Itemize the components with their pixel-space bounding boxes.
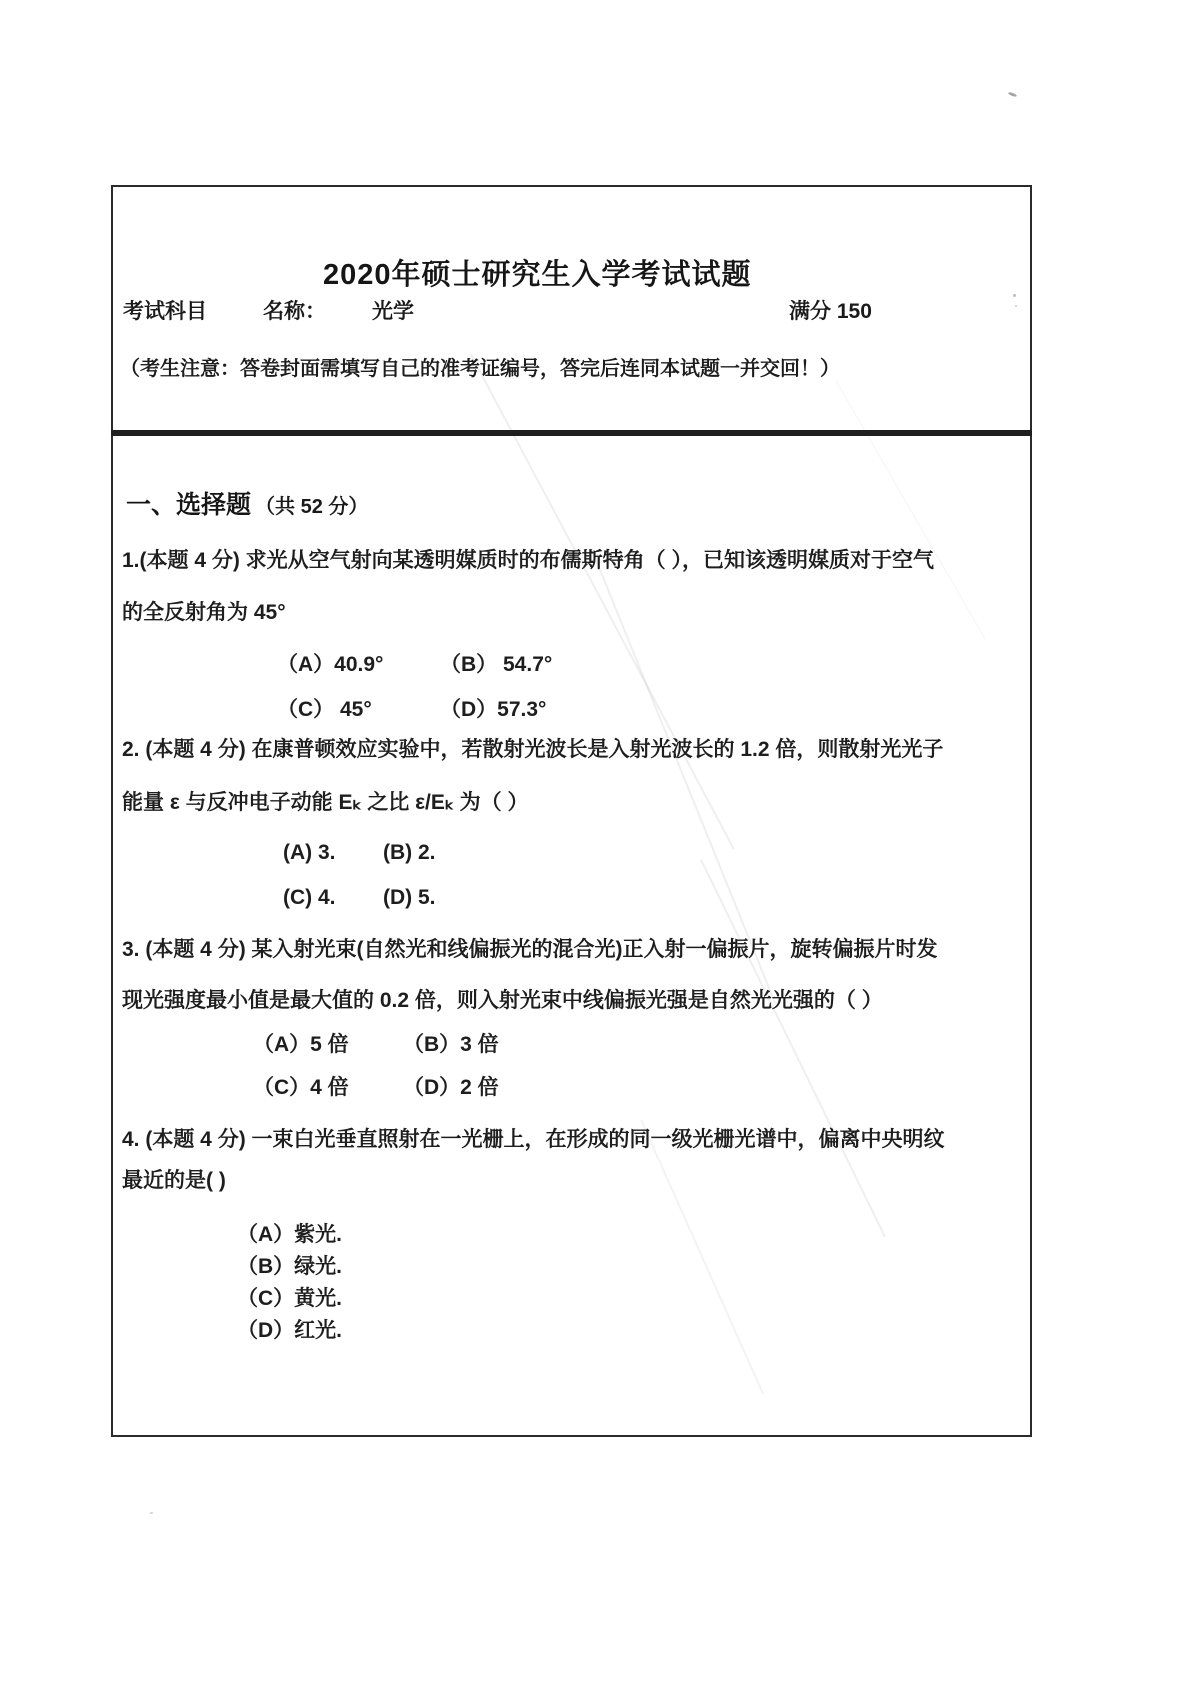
exam-border-frame (111, 185, 1032, 1437)
question-3-option-c: （C）4 倍 (253, 1076, 349, 1099)
question-4-line-2: 最近的是( ) (122, 1169, 226, 1192)
scan-speck (1008, 92, 1017, 98)
exam-title: 2020年硕士研究生入学考试试题 (323, 259, 752, 291)
full-score-label: 满分 150 (789, 300, 872, 323)
header-divider-rule (111, 430, 1032, 436)
question-4-option-c: （C）黄光. (237, 1287, 342, 1310)
question-1-line-2: 的全反射角为 45° (122, 601, 286, 624)
subject-value: 光学 (372, 300, 414, 323)
question-4-line-1: 4. (本题 4 分) 一束白光垂直照射在一光栅上，在形成的同一级光栅光谱中，偏离中央明纹 (122, 1128, 945, 1151)
section-title: 一、选择题 (126, 491, 252, 519)
question-3-option-b: （B）3 倍 (403, 1033, 499, 1056)
section-heading (126, 490, 368, 521)
question-2-option-c: (C) 4. (283, 886, 336, 909)
question-1-option-c: （C） 45° (277, 698, 372, 721)
candidate-notice: （考生注意：答卷封面需填写自己的准考证编号，答完后连同本试题一并交回！） (120, 358, 840, 380)
question-2-option-b: (B) 2. (383, 841, 436, 864)
question-3-line-1: 3. (本题 4 分) 某入射光束(自然光和线偏振光的混合光)正入射一偏振片，旋转偏振片时发 (122, 938, 938, 961)
question-4-option-d: （D）红光. (237, 1319, 342, 1342)
subject-label: 考试科目 (123, 300, 207, 323)
question-2-line-1: 2. (本题 4 分) 在康普顿效应实验中，若散射光波长是入射光波长的 1.2 倍，则散射光光子 (122, 738, 944, 761)
question-1-option-a: （A）40.9° (277, 653, 384, 676)
name-label: 名称： (263, 300, 326, 323)
question-2-line-2: 能量 ε 与反冲电子动能 Eₖ 之比 ε/Eₖ 为（ ） (122, 791, 529, 814)
question-1-option-b: （B） 54.7° (440, 653, 553, 676)
question-4-option-a: （A）紫光. (237, 1223, 342, 1246)
section-points-note: （共 52 分） (255, 496, 369, 518)
question-3-option-a: （A）5 倍 (253, 1033, 349, 1056)
question-2-option-d: (D) 5. (383, 886, 436, 909)
question-3-option-d: （D）2 倍 (403, 1076, 499, 1099)
question-3-line-2: 现光强度最小值是最大值的 0.2 倍，则入射光束中线偏振光强是自然光光强的（ ） (122, 989, 883, 1012)
question-1-line-1: 1.(本题 4 分) 求光从空气射向某透明媒质时的布儒斯特角（ ），已知该透明媒质对于空气 (122, 549, 935, 572)
question-2-option-a: (A) 3. (283, 841, 336, 864)
scan-speck (150, 1512, 153, 1514)
question-4-option-b: （B）绿光. (237, 1255, 342, 1278)
question-1-option-d: （D）57.3° (440, 698, 547, 721)
